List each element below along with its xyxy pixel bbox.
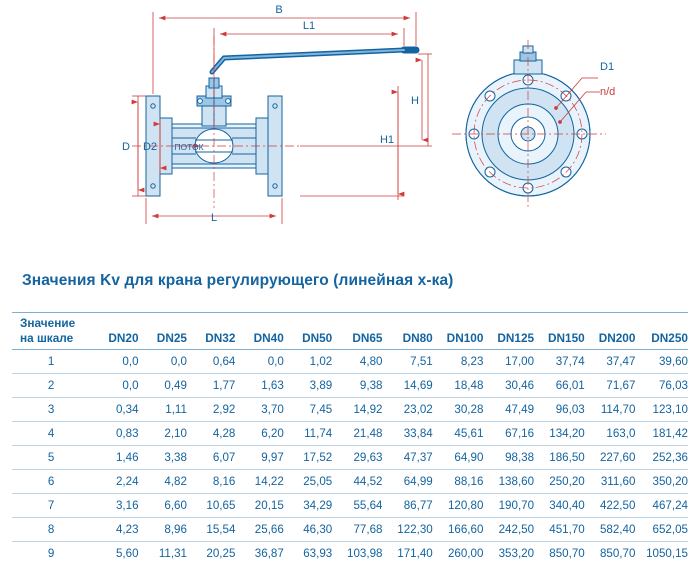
table-row: [12, 422, 688, 446]
cell-value: 64,99: [403, 475, 433, 489]
column-header-dn150: DN150: [548, 331, 585, 346]
cell-value: 0,34: [115, 403, 139, 417]
cell-value: 0,0: [267, 355, 284, 369]
cell-value: 467,24: [652, 499, 688, 513]
cell-value: 850,70: [549, 547, 585, 561]
cell-value: 0,83: [115, 427, 139, 441]
cell-value: 5,60: [115, 547, 139, 561]
cell-value: 227,60: [599, 451, 636, 465]
table-row: [12, 446, 688, 470]
cell-scale: 5: [47, 451, 55, 465]
table-row: [12, 542, 688, 565]
cell-value: 47,37: [403, 451, 433, 465]
cell-value: 3,89: [309, 379, 333, 393]
cell-value: 3,16: [115, 499, 139, 513]
cell-value: 1050,15: [646, 547, 688, 561]
cell-value: 1,11: [165, 403, 187, 417]
cell-value: 652,05: [652, 523, 688, 537]
cell-scale: 4: [47, 427, 55, 441]
cell-value: 3,70: [261, 403, 284, 417]
cell-value: 120,80: [447, 499, 484, 513]
kv-values-table: [12, 312, 688, 565]
cell-value: 9,38: [359, 379, 383, 393]
cell-value: 44,52: [353, 475, 383, 489]
cell-value: 10,65: [206, 499, 236, 513]
column-header-dn200: DN200: [598, 331, 636, 346]
column-header-dn100: DN100: [446, 331, 484, 346]
cell-scale: 8: [47, 523, 55, 537]
cell-value: 88,16: [454, 475, 484, 489]
cell-value: 17,00: [505, 355, 535, 369]
cell-value: 36,87: [254, 547, 284, 561]
cell-value: 8,23: [460, 355, 484, 369]
cell-value: 2,24: [115, 475, 139, 489]
cell-scale: 7: [47, 499, 55, 513]
cell-value: 252,36: [652, 451, 688, 465]
cell-value: 311,60: [600, 475, 636, 489]
column-header-dn25: DN25: [156, 331, 187, 346]
column-header-dn250: DN250: [651, 331, 688, 346]
cell-value: 340,40: [549, 499, 585, 513]
cell-value: 422,50: [599, 499, 636, 513]
cell-value: 451,70: [549, 523, 585, 537]
cell-value: 98,38: [505, 451, 535, 465]
cell-value: 39,60: [658, 355, 688, 369]
cell-value: 1,77: [212, 379, 236, 393]
cell-value: 63,93: [303, 547, 333, 561]
dim-label-B: B: [275, 4, 283, 16]
column-header-dn65: DN65: [352, 331, 383, 346]
cell-value: 171,40: [397, 547, 433, 561]
cell-value: 29,63: [353, 451, 383, 465]
cell-value: 46,30: [303, 523, 333, 537]
cell-value: 25,66: [254, 523, 284, 537]
cell-value: 0,49: [164, 379, 187, 393]
table-head: [12, 313, 688, 350]
cell-value: 55,64: [353, 499, 383, 513]
cell-value: 582,40: [599, 523, 636, 537]
cell-value: 71,67: [606, 379, 636, 393]
dim-label-D2: D2: [142, 141, 158, 153]
cell-value: 138,60: [498, 475, 535, 489]
cell-value: 20,25: [206, 547, 236, 561]
cell-value: 122,30: [397, 523, 433, 537]
cell-value: 134,20: [549, 427, 585, 441]
cell-value: 2,92: [212, 403, 236, 417]
cell-value: 163,0: [606, 427, 636, 441]
cell-value: 6,07: [212, 451, 236, 465]
cell-value: 190,70: [498, 499, 535, 513]
dim-label-D1: D1: [600, 61, 615, 73]
cell-value: 14,69: [403, 379, 433, 393]
cell-value: 77,68: [353, 523, 383, 537]
cell-value: 37,47: [606, 355, 636, 369]
cell-scale: 9: [47, 547, 55, 561]
column-header-dn32: DN32: [205, 331, 236, 346]
cell-value: 103,98: [347, 547, 383, 561]
cell-value: 8,96: [164, 523, 187, 537]
dim-label-D: D: [122, 141, 130, 153]
cell-value: 23,02: [403, 403, 433, 417]
column-header-dn40: DN40: [253, 331, 284, 346]
column-header-dn80: DN80: [402, 331, 433, 346]
cell-value: 64,90: [454, 451, 484, 465]
dim-label-H1: H1: [379, 134, 395, 146]
cell-value: 1,46: [115, 451, 139, 465]
cell-scale: 3: [47, 403, 55, 417]
drawing-svg: [0, 0, 700, 248]
cell-value: 4,23: [115, 523, 139, 537]
cell-value: 7,45: [309, 403, 333, 417]
cell-value: 66,01: [555, 379, 585, 393]
cell-value: 14,22: [254, 475, 284, 489]
cell-value: 1,63: [261, 379, 284, 393]
cell-value: 11,74: [304, 427, 333, 441]
cell-value: 181,42: [652, 427, 688, 441]
cell-value: 17,52: [303, 451, 333, 465]
cell-value: 9,97: [261, 451, 284, 465]
cell-value: 45,61: [454, 427, 484, 441]
column-header-dn20: DN20: [108, 331, 139, 346]
cell-value: 2,10: [164, 427, 187, 441]
cell-value: 21,48: [353, 427, 383, 441]
cell-value: 25,05: [303, 475, 333, 489]
cell-value: 67,16: [505, 427, 535, 441]
cell-value: 4,82: [164, 475, 187, 489]
cell-value: 0,64: [212, 355, 236, 369]
cell-value: 4,28: [212, 427, 236, 441]
table-row: [12, 350, 688, 374]
table-row: [12, 398, 688, 422]
cell-value: 1,02: [309, 355, 333, 369]
scale-header-line1: Значение: [20, 316, 76, 330]
cell-value: 11,31: [158, 547, 187, 561]
cell-value: 14,92: [353, 403, 383, 417]
cell-value: 96,03: [555, 403, 585, 417]
cell-value: 0,0: [170, 355, 187, 369]
cell-value: 47,49: [505, 403, 535, 417]
cell-value: 30,46: [505, 379, 535, 393]
cell-value: 850,70: [599, 547, 636, 561]
cell-value: 0,0: [122, 379, 139, 393]
cell-value: 242,50: [498, 523, 535, 537]
cell-value: 3,38: [164, 451, 187, 465]
cell-value: 86,77: [403, 499, 433, 513]
scale-header-line2: на шкале: [20, 330, 74, 345]
cell-value: 4,80: [359, 355, 383, 369]
table-row: [12, 374, 688, 398]
section-title: Значения Kv для крана регулирующего (линейная х-ка): [22, 272, 454, 289]
cell-value: 6,60: [164, 499, 187, 513]
valve-technical-drawing: [0, 0, 700, 248]
table-body: [12, 350, 688, 565]
cell-scale: 6: [47, 475, 55, 489]
cell-value: 350,20: [652, 475, 688, 489]
cell-value: 260,00: [447, 547, 484, 561]
cell-value: 114,70: [600, 403, 636, 417]
cell-value: 15,54: [206, 523, 236, 537]
column-header-dn50: DN50: [302, 331, 333, 346]
scale-header: [12, 316, 90, 350]
cell-value: 76,03: [658, 379, 688, 393]
table-row: [12, 518, 688, 542]
table-header-row: [12, 316, 688, 350]
table-row: [12, 470, 688, 494]
cell-value: 37,74: [555, 355, 585, 369]
cell-value: 166,60: [447, 523, 484, 537]
cell-value: 33,84: [403, 427, 433, 441]
cell-value: 6,20: [261, 427, 284, 441]
cell-value: 8,16: [212, 475, 236, 489]
cell-value: 186,50: [549, 451, 585, 465]
dim-label-L1: L1: [302, 20, 316, 32]
cell-value: 0,0: [122, 355, 139, 369]
column-header-dn125: DN125: [497, 331, 535, 346]
dim-label-H: H: [411, 95, 419, 107]
cell-value: 20,15: [254, 499, 284, 513]
table-row: [12, 494, 688, 518]
cell-value: 250,20: [549, 475, 585, 489]
cell-value: 353,20: [498, 547, 535, 561]
cell-value: 7,51: [410, 355, 433, 369]
cell-scale: 1: [47, 355, 55, 369]
flow-label: ПОТОК: [174, 142, 204, 152]
dim-label-L: L: [210, 212, 218, 224]
cell-value: 123,10: [652, 403, 688, 417]
cell-scale: 2: [47, 379, 55, 393]
cell-value: 34,29: [303, 499, 333, 513]
cell-value: 18,48: [454, 379, 484, 393]
cell-value: 30,28: [454, 403, 484, 417]
dim-label-nd: n/d: [600, 86, 616, 98]
